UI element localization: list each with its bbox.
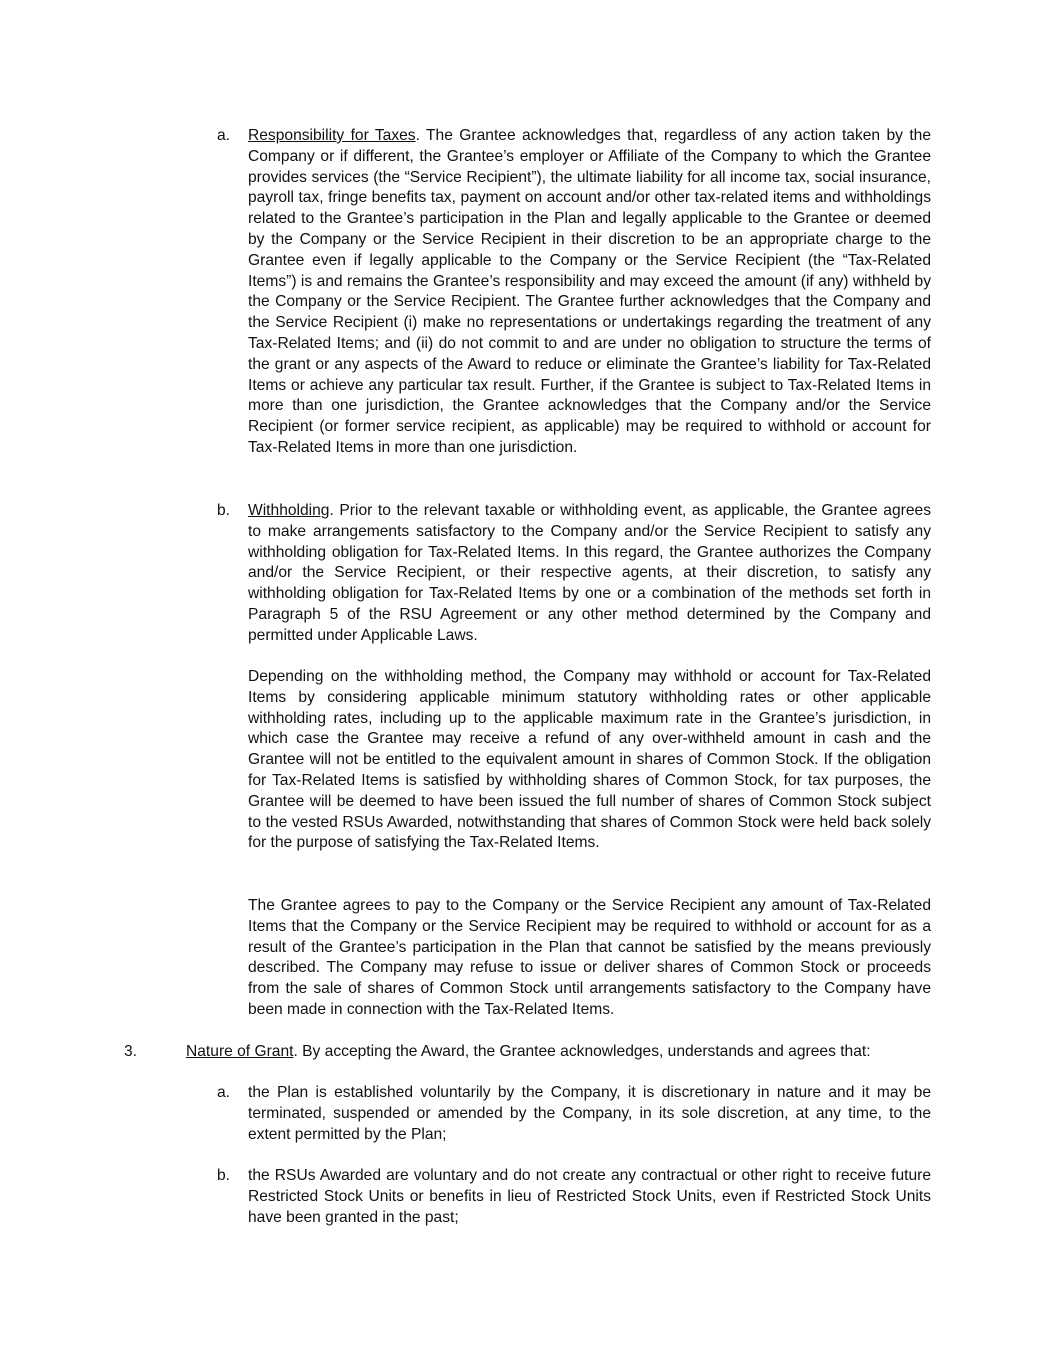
section-3-item-a: the Plan is established voluntarily by the Company, it is discretionary in nature and it may be terminated, suspended or amended by the Company, in its sole discretion, at any time, to the extent permitted by the Plan;	[248, 1084, 931, 1143]
responsibility-for-taxes-heading: Responsibility for Taxes	[248, 127, 416, 144]
section-3-marker-a: a.	[217, 1084, 231, 1101]
grantee-payment-paragraph: The Grantee agrees to pay to the Company or the Service Recipient any amount of Tax-Related Items that the Company or the Service Recipient may be required to withhold or account for as a result of the Grantee’s participation in the Plan that cannot be satisfied by the means previously described. The Company may refuse to issue or deliver shares of Common Stock or proceeds from the sale of shares of Common Stock until arrangements satisfactory to the Company have been made in connection with the Tax-Related Items.	[248, 897, 931, 1018]
nature-of-grant-heading: Nature of Grant	[186, 1043, 294, 1060]
nature-of-grant-paragraph	[186, 1042, 931, 1063]
withholding-method-paragraph: Depending on the withholding method, the Company may withhold or account for Tax-Related Items by considering applicable minimum statutory withholding rates or other applicable withholding rates, including up to the applicable maximum rate in the Grantee’s jurisdiction, in which case the Grantee may receive a refund of any over-withheld amount in cash and the Grantee will not be entitled to the equivalent amount in shares of Common Stock. If the obligation for Tax-Related Items is satisfied by withholding shares of Common Stock, for tax purposes, the Grantee will be deemed to have been issued the full number of shares of Common Stock subject to the vested RSUs Awarded, notwithstanding that shares of Common Stock were held back solely for the purpose of satisfying the Tax-Related Items.	[248, 668, 931, 852]
withholding-text: . Prior to the relevant taxable or withholding event, as applicable, the Grantee agrees to make arrangements satisfactory to the Company and/or the Service Recipient to satisfy any withholding obligation for Tax-Related Items. In this regard, the Grantee authorizes the Company and/or the Service Recipient, or their respective agents, at their discretion, to satisfy any withholding obligation for Tax-Related Items by one or a combination of the methods set forth in Paragraph 5 of the RSU Agreement or any other method determined by the Company and permitted under Applicable Laws.	[248, 502, 931, 644]
nature-of-grant-text: . By accepting the Award, the Grantee acknowledges, understands and agrees that:	[293, 1043, 871, 1060]
responsibility-for-taxes-paragraph	[248, 126, 931, 459]
section-3-marker-b: b.	[217, 1167, 231, 1184]
list-marker-b: b.	[217, 502, 231, 519]
section-3-item-b: the RSUs Awarded are voluntary and do not create any contractual or other right to receive future Restricted Stock Units or benefits in lieu of Restricted Stock Units, even if Restricted Stock Units have been granted in the past;	[248, 1167, 931, 1226]
section-3-number: 3.	[124, 1043, 138, 1060]
list-marker-a: a.	[217, 127, 231, 144]
withholding-heading: Withholding	[248, 502, 330, 519]
responsibility-for-taxes-text: . The Grantee acknowledges that, regardless of any action taken by the Company or if different, the Grantee’s employer or Affiliate of the Company to which the Grantee provides services (the “Service Recipient”), the ultimate liability for all income tax, social insurance, payroll tax, fringe benefits tax, payment on account and/or other tax-related items and withholdings related to the Grantee’s participation in the Plan and legally applicable to the Grantee or deemed by the Company or the Service Recipient in their discretion to be an appropriate charge to the Grantee even if legally applicable to the Company or the Service Recipient (the “Tax-Related Items”) is and remains the Grantee’s responsibility and may exceed the amount (if any) withheld by the Company or the Service Recipient. The Grantee further acknowledges that the Company and the Service Recipient (i) make no representations or undertakings regarding the treatment of any Tax-Related Items; and (ii) do not commit to and are under no obligation to structure the terms of the grant or any aspects of the Award to reduce or eliminate the Grantee’s liability for Tax-Related Items or achieve any particular tax result. Further, if the Grantee is subject to Tax-Related Items in more than one jurisdiction, the Grantee acknowledges that the Company and/or the Service Recipient (or former service recipient, as applicable) may be required to withhold or account for Tax-Related Items in more than one jurisdiction.	[248, 127, 931, 456]
withholding-paragraph	[248, 501, 931, 647]
